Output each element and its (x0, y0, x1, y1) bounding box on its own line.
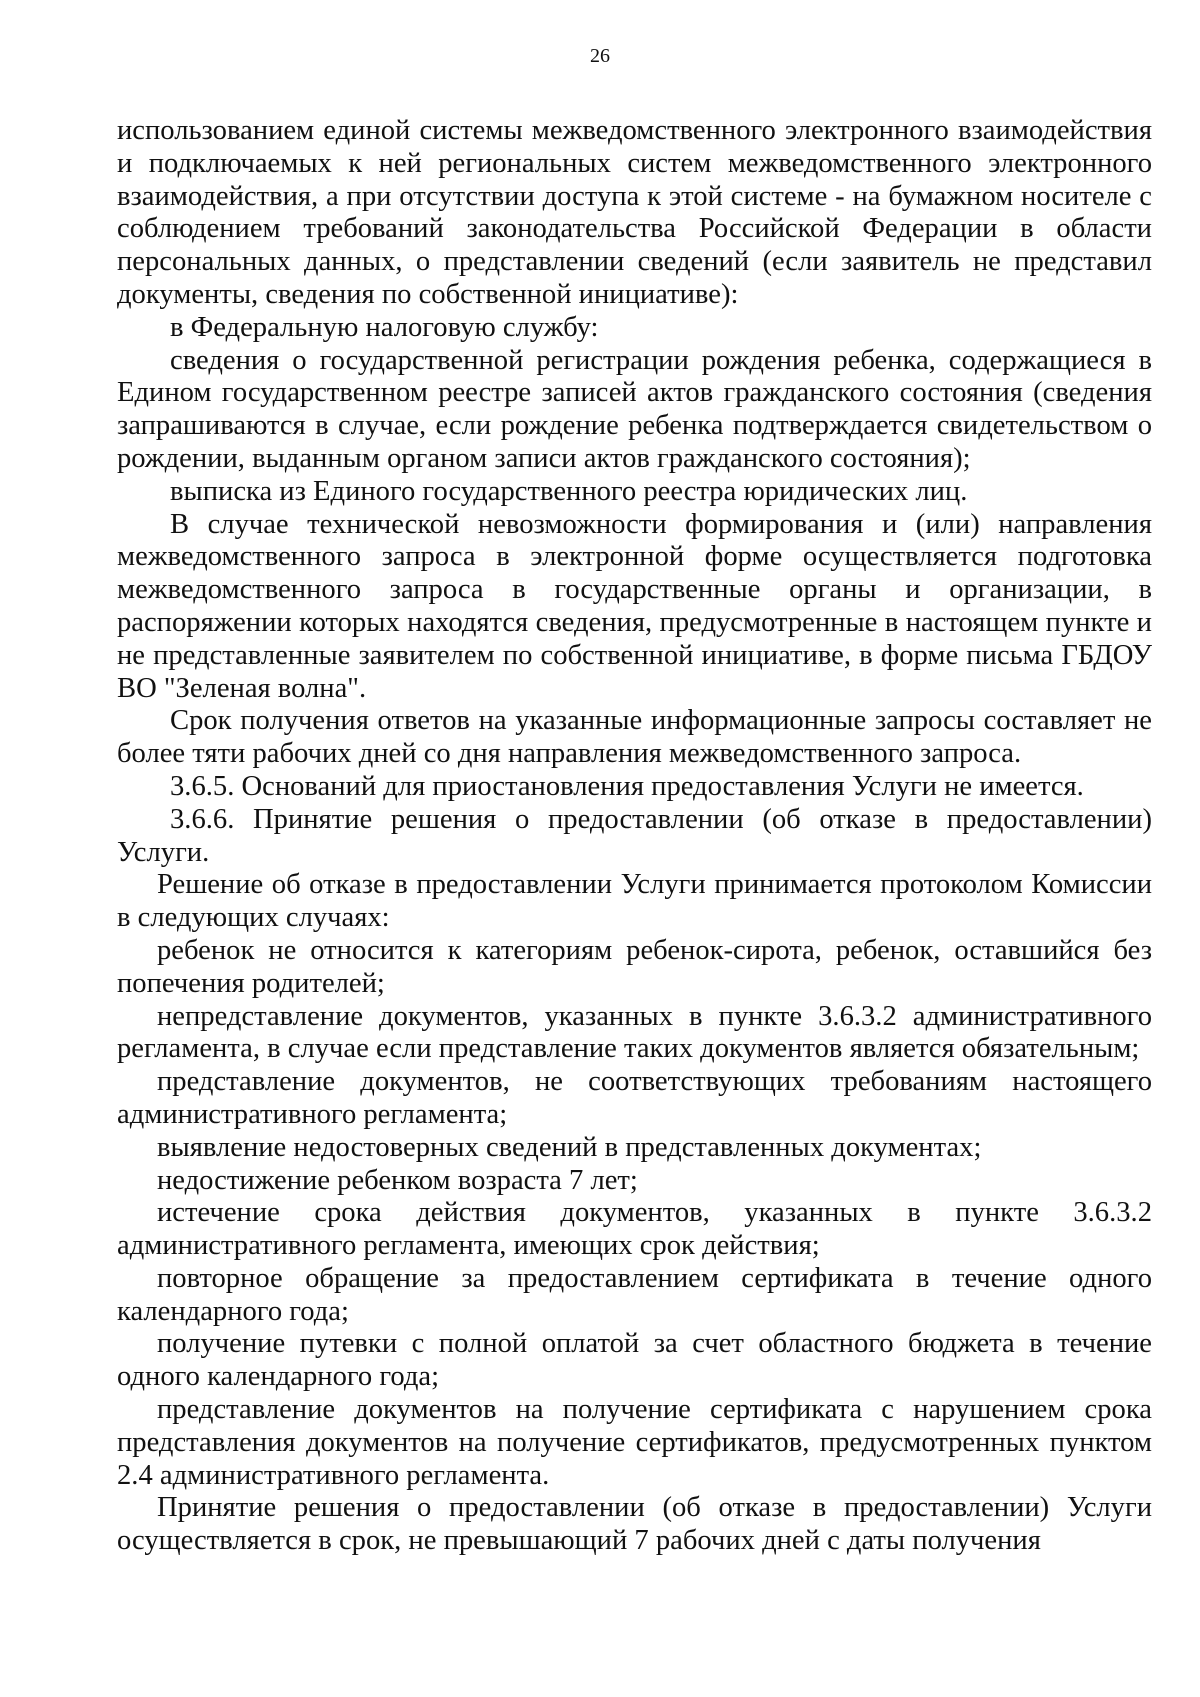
list-item-refusal-late-submission: представление документов на получение сертификата с нарушением срока представления документов на получение сертификатов, предусмотренных пунктом 2.4 административного регламента. (117, 1394, 1152, 1491)
list-item-refusal-missing-documents: непредставление документов, указанных в пункте 3.6.3.2 административного регламента, в случае если представление таких документов является обязательным; (117, 1000, 1152, 1065)
list-item-refusal-age: недостижение ребенком возраста 7 лет; (157, 1164, 638, 1196)
list-item-refusal-category: ребенок не относится к категориям ребенок-сирота, ребенок, оставшийся без попечения родителей; (117, 934, 1152, 999)
paragraph-technical-impossibility: В случае технической невозможности формирования и (или) направления межведомственного запроса в электронной форме осуществляется подготовка межведомственного запроса в государственные органы и организации, в распоряжении которых находятся сведения, предусмотренные в настоящем пункте и не представленные заявителем по собственной инициативе, в форме письма ГБДОУ ВО "Зеленая волна". (117, 508, 1152, 704)
list-item-refusal-paid-voucher: получение путевки с полной оплатой за счет областного бюджета в течение одного календарного года; (117, 1328, 1152, 1393)
paragraph-3-6-6: 3.6.6. Принятие решения о предоставлении (об отказе в предоставлении) Услуги. (117, 803, 1152, 868)
paragraph-continuation: использованием единой системы межведомственного электронного взаимодействия и подключаемых к ней региональных систем межведомственного электронного взаимодействия, а при отсутствии доступа к этой системе - на бумажном носителе с соблюдением требований законодательства Российской Федерации в области персональных данных, о представлении сведений (если заявитель не представил документы, сведения по собственной инициативе): (117, 115, 1152, 310)
paragraph-birth-registration: сведения о государственной регистрации рождения ребенка, содержащиеся в Едином государственном реестре записей актов гражданского состояния (сведения запрашиваются в случае, если рождение ребенка подтверждается свидетельством о рождении, выданным органом записи актов гражданского состояния); (117, 344, 1152, 474)
page-number: 26 (590, 45, 610, 67)
list-item-refusal-nonconforming-documents: представление документов, не соответствующих требованиям настоящего административного регламента; (117, 1066, 1152, 1130)
document-body (117, 115, 1152, 1558)
list-item-refusal-false-info: выявление недостоверных сведений в представленных документах; (157, 1131, 982, 1163)
paragraph-3-6-5: 3.6.5. Оснований для приостановления предоставления Услуги не имеется. (170, 770, 1084, 802)
list-item-refusal-expired-documents: истечение срока действия документов, указанных в пункте 3.6.3.2 административного регламента, имеющих срок действия; (117, 1197, 1152, 1262)
paragraph-response-deadline: Срок получения ответов на указанные информационные запросы составляет не более тяти рабочих дней со дня направления межведомственного запроса. (117, 705, 1152, 770)
paragraph-decision-deadline: Принятие решения о предоставлении (об отказе в предоставлении) Услуги осуществляется в срок, не превышающий 7 рабочих дней с даты получения (117, 1492, 1152, 1557)
list-item-refusal-repeat-request: повторное обращение за предоставлением сертификата в течение одного календарного года; (117, 1262, 1152, 1327)
paragraph-refusal-intro: Решение об отказе в предоставлении Услуги принимается протоколом Комиссии в следующих случаях: (117, 869, 1152, 934)
paragraph-egrul-extract: выписка из Единого государственного реестра юридических лиц. (170, 475, 968, 507)
paragraph-fns-heading: в Федеральную налоговую службу: (170, 311, 599, 343)
